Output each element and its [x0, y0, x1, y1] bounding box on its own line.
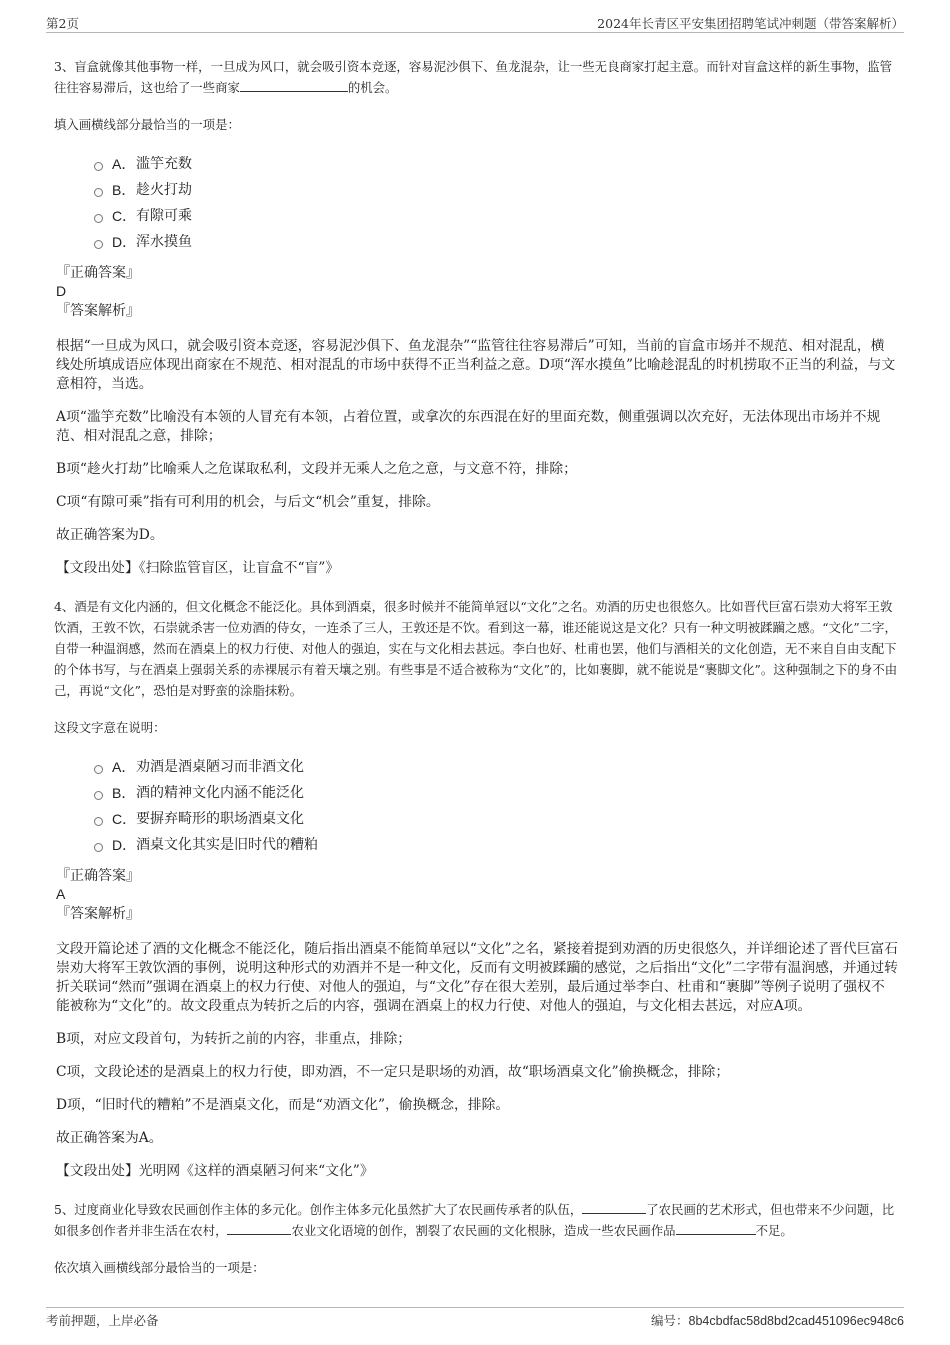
option-text: 滥竽充数 — [136, 156, 192, 172]
footer-slogan: 考前押题，上岸必备 — [46, 1313, 159, 1328]
option-letter: D． — [112, 234, 137, 250]
radio-icon[interactable] — [94, 843, 103, 852]
option-a[interactable] — [94, 754, 898, 780]
source-citation: 【文段出处】《扫除监管盲区，让盲盒不“盲”》 — [56, 560, 340, 576]
option-text: 要摒弃畸形的职场酒桌文化 — [136, 811, 304, 827]
question-5-text: 不足。 — [755, 1223, 793, 1238]
analysis-paragraph: B项，对应文段首句，为转折之前的内容，非重点，排除； — [56, 1031, 412, 1047]
option-a[interactable] — [94, 151, 898, 177]
option-b[interactable] — [94, 780, 898, 806]
fill-blank — [240, 78, 348, 92]
analysis-label: 『答案解析』 — [56, 906, 140, 922]
analysis-paragraph: 文段开篇论述了酒的文化概念不能泛化，随后指出酒桌不能简单冠以“文化”之名，紧接着提到劝酒的历史很悠久，并详细论述了晋代巨富石崇劝大将军王敦饮酒的事例，说明这种形式的劝酒并不是一种文化，反而有文明被蹂躏的感觉，之后指出“文化”二字带有温润感，并通过转折关联词“然而”强调在酒桌上的权力行使、对他人的强迫，与“文化”存在很大差别，最后通过举李白、杜甫和“裹脚”等例子说明了强权不能被称为“文化”的。故文段重点为转折之后的内容，强调在酒桌上的权力行使、对他人的强迫，与文化相去甚远，对应A项。 — [56, 941, 898, 1014]
option-text: 酒桌文化其实是旧时代的糟粕 — [136, 837, 318, 853]
option-b[interactable] — [94, 177, 898, 203]
fill-blank — [227, 1221, 291, 1235]
question-5 — [54, 1199, 898, 1276]
page-footer — [46, 1307, 904, 1327]
question-3-text: 3、盲盒就像其他事物一样，一旦成为风口，就会吸引资本竞逐，容易泥沙俱下、鱼龙混杂，让一些无良商家打起主意。而针对盲盒这样的新生事物，监管往往容易滞后，这也给了一些商家 — [54, 59, 893, 95]
option-text: 劝酒是酒桌陋习而非酒文化 — [136, 759, 304, 775]
source-citation: 【文段出处】光明网《这样的酒桌陋习何来“文化”》 — [56, 1163, 374, 1179]
question-5-prompt: 依次填入画横线部分最恰当的一项是： — [54, 1260, 265, 1275]
page-number: 第2页 — [46, 16, 79, 31]
option-d[interactable] — [94, 832, 898, 858]
question-4-options — [94, 754, 898, 858]
page-header — [46, 14, 904, 33]
option-c[interactable] — [94, 203, 898, 229]
answer-label: 『正确答案』 — [56, 868, 140, 884]
option-text: 趁火打劫 — [136, 182, 192, 198]
question-3-stem — [54, 56, 898, 98]
option-text: 酒的精神文化内涵不能泛化 — [136, 785, 304, 801]
analysis-label: 『答案解析』 — [56, 303, 140, 319]
option-text: 有隙可乘 — [136, 208, 192, 224]
radio-icon[interactable] — [94, 188, 103, 197]
analysis-paragraph: A项“滥竽充数”比喻没有本领的人冒充有本领，占着位置，或拿次的东西混在好的里面充数，侧重强调以次充好，无法体现出市场并不规范、相对混乱之意，排除； — [56, 409, 881, 444]
fill-blank — [582, 1200, 646, 1214]
analysis-paragraph: 根据“一旦成为风口，就会吸引资本竞逐，容易泥沙俱下、鱼龙混杂”“监管往往容易滞后”可知，当前的盲盒市场并不规范、相对混乱，横线处所填成语应体现出商家在不规范、相对混乱的市场中获得不正当利益之意。D项“浑水摸鱼”比喻趁混乱的时机捞取不正当的利益，与文意相符，当选。 — [56, 338, 896, 392]
radio-icon[interactable] — [94, 162, 103, 171]
question-3-options — [94, 151, 898, 255]
question-4 — [54, 596, 898, 1181]
radio-icon[interactable] — [94, 791, 103, 800]
option-letter: A． — [112, 759, 136, 775]
option-text: 浑水摸鱼 — [136, 234, 192, 250]
radio-icon[interactable] — [94, 214, 103, 223]
radio-icon[interactable] — [94, 240, 103, 249]
option-letter: C． — [112, 811, 137, 827]
document-code: 编号：8b4cbdfac58d8bd2cad451096ec948c6 — [651, 1314, 904, 1328]
fill-blank — [676, 1221, 756, 1235]
question-5-text: 农业文化语境的创作，割裂了农民画的文化根脉，造成一些农民画作品 — [291, 1223, 676, 1238]
option-letter: B． — [112, 785, 136, 801]
answer-value: D — [56, 283, 67, 299]
question-5-text: 5、过度商业化导致农民画创作主体的多元化。创作主体多元化虽然扩大了农民画传承者的队伍， — [54, 1202, 583, 1217]
document-title: 2024年长青区平安集团招聘笔试冲刺题（带答案解析） — [597, 16, 904, 31]
radio-icon[interactable] — [94, 765, 103, 774]
option-letter: A． — [112, 156, 136, 172]
question-3-text-end: 的机会。 — [347, 80, 398, 95]
answer-value: A — [56, 886, 66, 902]
analysis-paragraph: B项“趁火打劫”比喻乘人之危谋取私利，文段并无乘人之危之意，与文意不符，排除； — [56, 461, 577, 477]
analysis-paragraph: 故正确答案为D。 — [56, 527, 164, 543]
analysis-paragraph: D项，“旧时代的糟粕”不是酒桌文化，而是“劝酒文化”，偷换概念，排除。 — [56, 1097, 510, 1113]
option-c[interactable] — [94, 806, 898, 832]
option-letter: B． — [112, 182, 136, 198]
main-content — [54, 56, 898, 1276]
analysis-paragraph: 故正确答案为A。 — [56, 1130, 163, 1146]
question-3 — [54, 56, 898, 578]
option-d[interactable] — [94, 229, 898, 255]
analysis-paragraph: C项，文段论述的是酒桌上的权力行使，即劝酒，不一定只是职场的劝酒，故“职场酒桌文化”偷换概念，排除； — [56, 1064, 730, 1080]
question-3-prompt: 填入画横线部分最恰当的一项是： — [54, 117, 240, 132]
question-4-prompt: 这段文字意在说明： — [54, 720, 166, 735]
answer-label: 『正确答案』 — [56, 265, 140, 281]
analysis-paragraph: C项“有隙可乘”指有可利用的机会，与后文“机会”重复，排除。 — [56, 494, 440, 510]
question-5-text: 了农民画的艺术形式，但也带来不少问题，比如很多创作者并非生活在农村， — [54, 1202, 895, 1238]
question-5-stem — [54, 1199, 898, 1241]
question-4-stem: 4、酒是有文化内涵的，但文化概念不能泛化。具体到酒桌，很多时候并不能简单冠以“文化”之名。劝酒的历史也很悠久。比如晋代巨富石崇劝大将军王敦饮酒，王敦不饮，石崇就杀害一位劝酒的侍女，一连杀了三人，王敦还是不饮。看到这一幕，谁还能说这是文化？只有一种文明被蹂躏之感。“文化”二字，自带一种温润感，然而在酒桌上的权力行使、对他人的强迫，实在与文化相去甚远。李白也好、杜甫也罢，他们与酒相关的文化创造，无不来自自由支配下的个体书写，与在酒桌上强弱关系的赤裸展示有着天壤之别。有些事是不适合被称为“文化”的，比如裹脚，就不能说是“裹脚文化”。这种强制之下的身不由己，再说“文化”，恐怕是对野蛮的涂脂抹粉。 — [54, 599, 898, 698]
option-letter: D． — [112, 837, 137, 853]
option-letter: C． — [112, 208, 137, 224]
radio-icon[interactable] — [94, 817, 103, 826]
